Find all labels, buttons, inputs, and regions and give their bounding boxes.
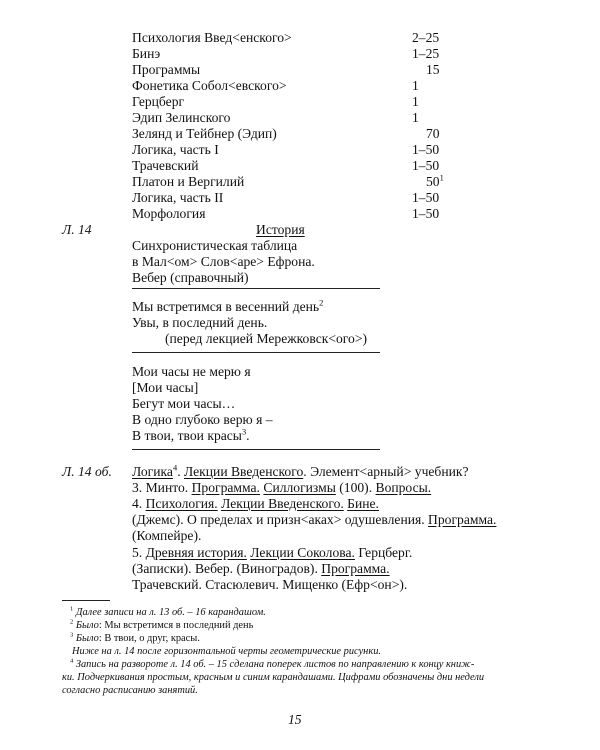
underlined-text: Программа. (428, 512, 497, 527)
footnote (70, 606, 266, 619)
leaf14ob-line: Трачевский. Стасюлевич. Мищенко (Ефр<он>). (132, 577, 408, 592)
footnote-number: 1 (70, 605, 74, 613)
underlined-text: Бине. (347, 496, 379, 511)
footnote-number: 4 (70, 657, 74, 665)
leaf14-line: в Мал<ом> Слов<аре> Ефрона. (132, 254, 315, 269)
entry-value: 1–25 (412, 46, 440, 61)
entry-title: Фонетика Собол<евского> (132, 78, 287, 93)
poem-line: [Мои часы] (132, 380, 199, 395)
text: (Джемс). О пределах и призн<аках> одушевления. (132, 512, 429, 527)
footnote (70, 658, 474, 671)
entry-title: Герцберг (132, 94, 185, 109)
underlined-text: Логика (132, 464, 173, 479)
leaf14ob-line (132, 480, 431, 496)
underlined-text: Древняя история. (145, 545, 247, 560)
leaf14ob-line: (Компейре). (132, 528, 202, 543)
entry-value: 2–25 (412, 30, 440, 45)
footnote-rule (62, 600, 110, 601)
entry-title: Трачевский (132, 158, 199, 173)
entry-value: 15 (426, 62, 440, 77)
punct: . (177, 464, 181, 479)
text: 4. (132, 496, 146, 511)
entry-value: 1–50 (412, 190, 440, 205)
footnote-text: : Мы встретимся в последний день (98, 620, 254, 631)
footnote-prefix: Было (75, 633, 99, 644)
entry-value: 1 (412, 94, 419, 109)
poem-line: Увы, в последний день. (132, 315, 268, 330)
entry-title: Платон и Вергилий (132, 174, 245, 189)
underlined-text: Лекции Соколова. (250, 545, 355, 560)
section-heading: История (256, 222, 305, 237)
poem-line: Мои часы не мерю я (132, 364, 251, 379)
text: 3. Минто. (132, 480, 192, 495)
poem-line (132, 299, 323, 315)
leaf14ob-line (132, 512, 496, 528)
underlined-text: Программа. (191, 480, 260, 495)
poem-line: Бегут мои часы… (132, 396, 236, 411)
entry-title: Морфология (132, 206, 206, 221)
entry-value-with-note (426, 174, 444, 190)
leaf14ob-line (132, 496, 379, 512)
underlined-text: Вопросы. (375, 480, 432, 495)
poem-line: В одно глубоко верю я – (132, 412, 273, 427)
footnote-number: 3 (70, 631, 74, 639)
footnote-continuation: Ниже на л. 14 после горизонтальной черты геометрические рисунки. (72, 646, 381, 657)
entry-value: 1 (412, 78, 419, 93)
entry-title: Психология Введ<енского> (132, 30, 292, 45)
underlined-text: Лекции Введенского (184, 464, 304, 479)
page-number: 15 (288, 712, 302, 727)
entry-title: Логика, часть II (132, 190, 224, 205)
underlined-text: Лекции Введенского. (221, 496, 344, 511)
footnote-marker: 1 (439, 172, 444, 183)
entry-title: Программы (132, 62, 201, 77)
leaf-label: Л. 14 (62, 222, 92, 237)
separator-rule (132, 288, 380, 289)
footnote-text: согласно расписанию занятий. (62, 685, 198, 696)
entry-value: 1–50 (412, 158, 440, 173)
entry-title: Эдип Зелинского (132, 110, 231, 125)
underlined-text: Силлогизмы (263, 480, 336, 495)
footnote-marker: 2 (319, 297, 324, 308)
text: . Элемент<арный> учебник? (303, 464, 469, 479)
footnote-text: ки. Подчеркивания простым, красным и синим карандашами. Цифрами обозначены дни недели (62, 672, 485, 683)
underlined-text: Программа. (321, 561, 390, 576)
leaf14-line: Вебер (справочный) (132, 270, 249, 285)
separator-rule (132, 352, 380, 353)
leaf14-line: Синхронистическая таблица (132, 238, 298, 253)
poem-note: (перед лекцией Мережковск<ого>) (165, 331, 368, 346)
separator-rule (132, 449, 380, 450)
entry-title: Зелянд и Тейбнер (Эдип) (132, 126, 277, 141)
footnote-text: Запись на развороте л. 14 об. – 15 сделана поперек листов по направлению к концу книж- (75, 659, 475, 670)
footnote-prefix: Было (75, 620, 99, 631)
entry-value: 70 (426, 126, 440, 141)
text: (100). (335, 480, 376, 495)
footnote (70, 619, 253, 632)
text: Герцберг. (354, 545, 413, 560)
leaf14ob-line (132, 561, 390, 577)
poem-line-text: Мы встретимся в весенний день (132, 299, 320, 314)
leaf14ob-line (132, 545, 412, 561)
poem-line (132, 428, 250, 444)
footnote (70, 632, 200, 645)
leaf14ob-line (132, 464, 469, 480)
underlined-text: Психология. (145, 496, 218, 511)
entry-value: 50 (426, 174, 440, 189)
entry-value: 1–50 (412, 142, 440, 157)
footnote-marker: 4 (172, 462, 178, 473)
footnote-number: 2 (70, 618, 74, 626)
footnote-text: : В твои, о друг, красы. (98, 633, 200, 644)
entry-value: 1–50 (412, 206, 440, 221)
punct: . (246, 428, 250, 443)
entry-value: 1 (412, 110, 419, 125)
footnote-text: Далее записи на л. 13 об. – 16 карандашом. (75, 607, 266, 618)
poem-line-text: В твои, твои красы (132, 428, 242, 443)
text: (Записки). Вебер. (Виноградов). (132, 561, 322, 576)
entry-title: Бинэ (132, 46, 161, 61)
entry-title: Логика, часть I (132, 142, 219, 157)
footnote-marker: 3 (241, 426, 247, 437)
leaf-label: Л. 14 об. (62, 464, 112, 479)
text: 5. (132, 545, 146, 560)
